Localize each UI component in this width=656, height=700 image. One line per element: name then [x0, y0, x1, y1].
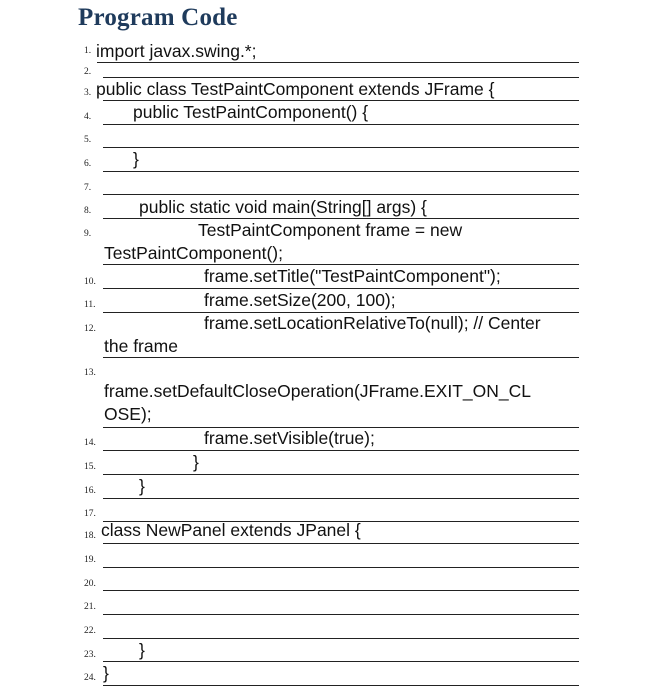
answer-line [103, 498, 579, 499]
code-text: public static void main(String[] args) { [139, 197, 427, 217]
line-number: 14. [84, 438, 96, 448]
code-text: } [103, 663, 109, 683]
code-text: the frame [104, 336, 178, 356]
line-number: 21. [84, 602, 96, 612]
code-text: TestPaintComponent frame = new [198, 220, 463, 240]
answer-line [103, 218, 579, 219]
answer-line [103, 590, 579, 591]
line-number: 7. [84, 183, 92, 193]
line-number: 18. [84, 531, 96, 541]
code-text: public class TestPaintComponent extends JFrame { [96, 79, 495, 99]
line-number: 20. [84, 579, 96, 589]
answer-line [97, 62, 579, 63]
answer-line [103, 100, 579, 101]
line-number: 10. [84, 277, 96, 287]
answer-line [103, 614, 579, 615]
code-text: OSE); [104, 404, 152, 424]
answer-line [103, 147, 579, 148]
code-text: class NewPanel extends JPanel { [101, 520, 361, 540]
code-text: frame.setVisible(true); [204, 428, 375, 448]
line-number: 5. [84, 135, 92, 145]
line-number: 23. [84, 650, 96, 660]
line-number: 11. [84, 300, 96, 310]
line-number: 13. [84, 368, 96, 378]
answer-line [103, 474, 579, 475]
line-number: 22. [84, 626, 96, 636]
code-text: } [193, 452, 199, 472]
line-number: 9. [84, 229, 92, 239]
answer-line [103, 357, 579, 358]
line-number: 17. [84, 509, 96, 519]
line-number: 6. [84, 159, 92, 169]
answer-line [103, 288, 579, 289]
answer-line [103, 171, 579, 172]
page-title: Program Code [78, 4, 238, 31]
line-number: 4. [84, 112, 92, 122]
code-text: frame.setTitle("TestPaintComponent"); [204, 266, 501, 286]
answer-line [103, 661, 579, 662]
line-number: 15. [84, 462, 96, 472]
code-text: public TestPaintComponent() { [133, 102, 369, 122]
code-text: TestPaintComponent(); [104, 243, 283, 263]
code-text: frame.setDefaultCloseOperation(JFrame.EXIT_ON_CL [104, 381, 531, 401]
answer-line [103, 685, 579, 686]
line-number: 8. [84, 206, 92, 216]
answer-line [103, 194, 579, 195]
line-number: 3. [84, 88, 92, 98]
answer-line [103, 124, 579, 125]
code-text: frame.setLocationRelativeTo(null); // Center [204, 313, 541, 333]
code-text: frame.setSize(200, 100); [204, 290, 396, 310]
code-text: } [139, 476, 145, 496]
answer-line [103, 450, 579, 451]
line-number: 19. [84, 555, 96, 565]
answer-line [103, 264, 579, 265]
line-number: 16. [84, 486, 96, 496]
answer-line [103, 567, 579, 568]
line-number: 2. [84, 67, 92, 77]
line-number: 1. [84, 46, 92, 56]
answer-line [103, 543, 579, 544]
answer-line [103, 638, 579, 639]
code-text: import javax.swing.*; [96, 41, 257, 61]
code-text: } [133, 149, 139, 169]
code-text: } [139, 640, 145, 660]
answer-line [103, 77, 579, 78]
line-number: 12. [84, 324, 96, 334]
line-number: 24. [84, 673, 96, 683]
